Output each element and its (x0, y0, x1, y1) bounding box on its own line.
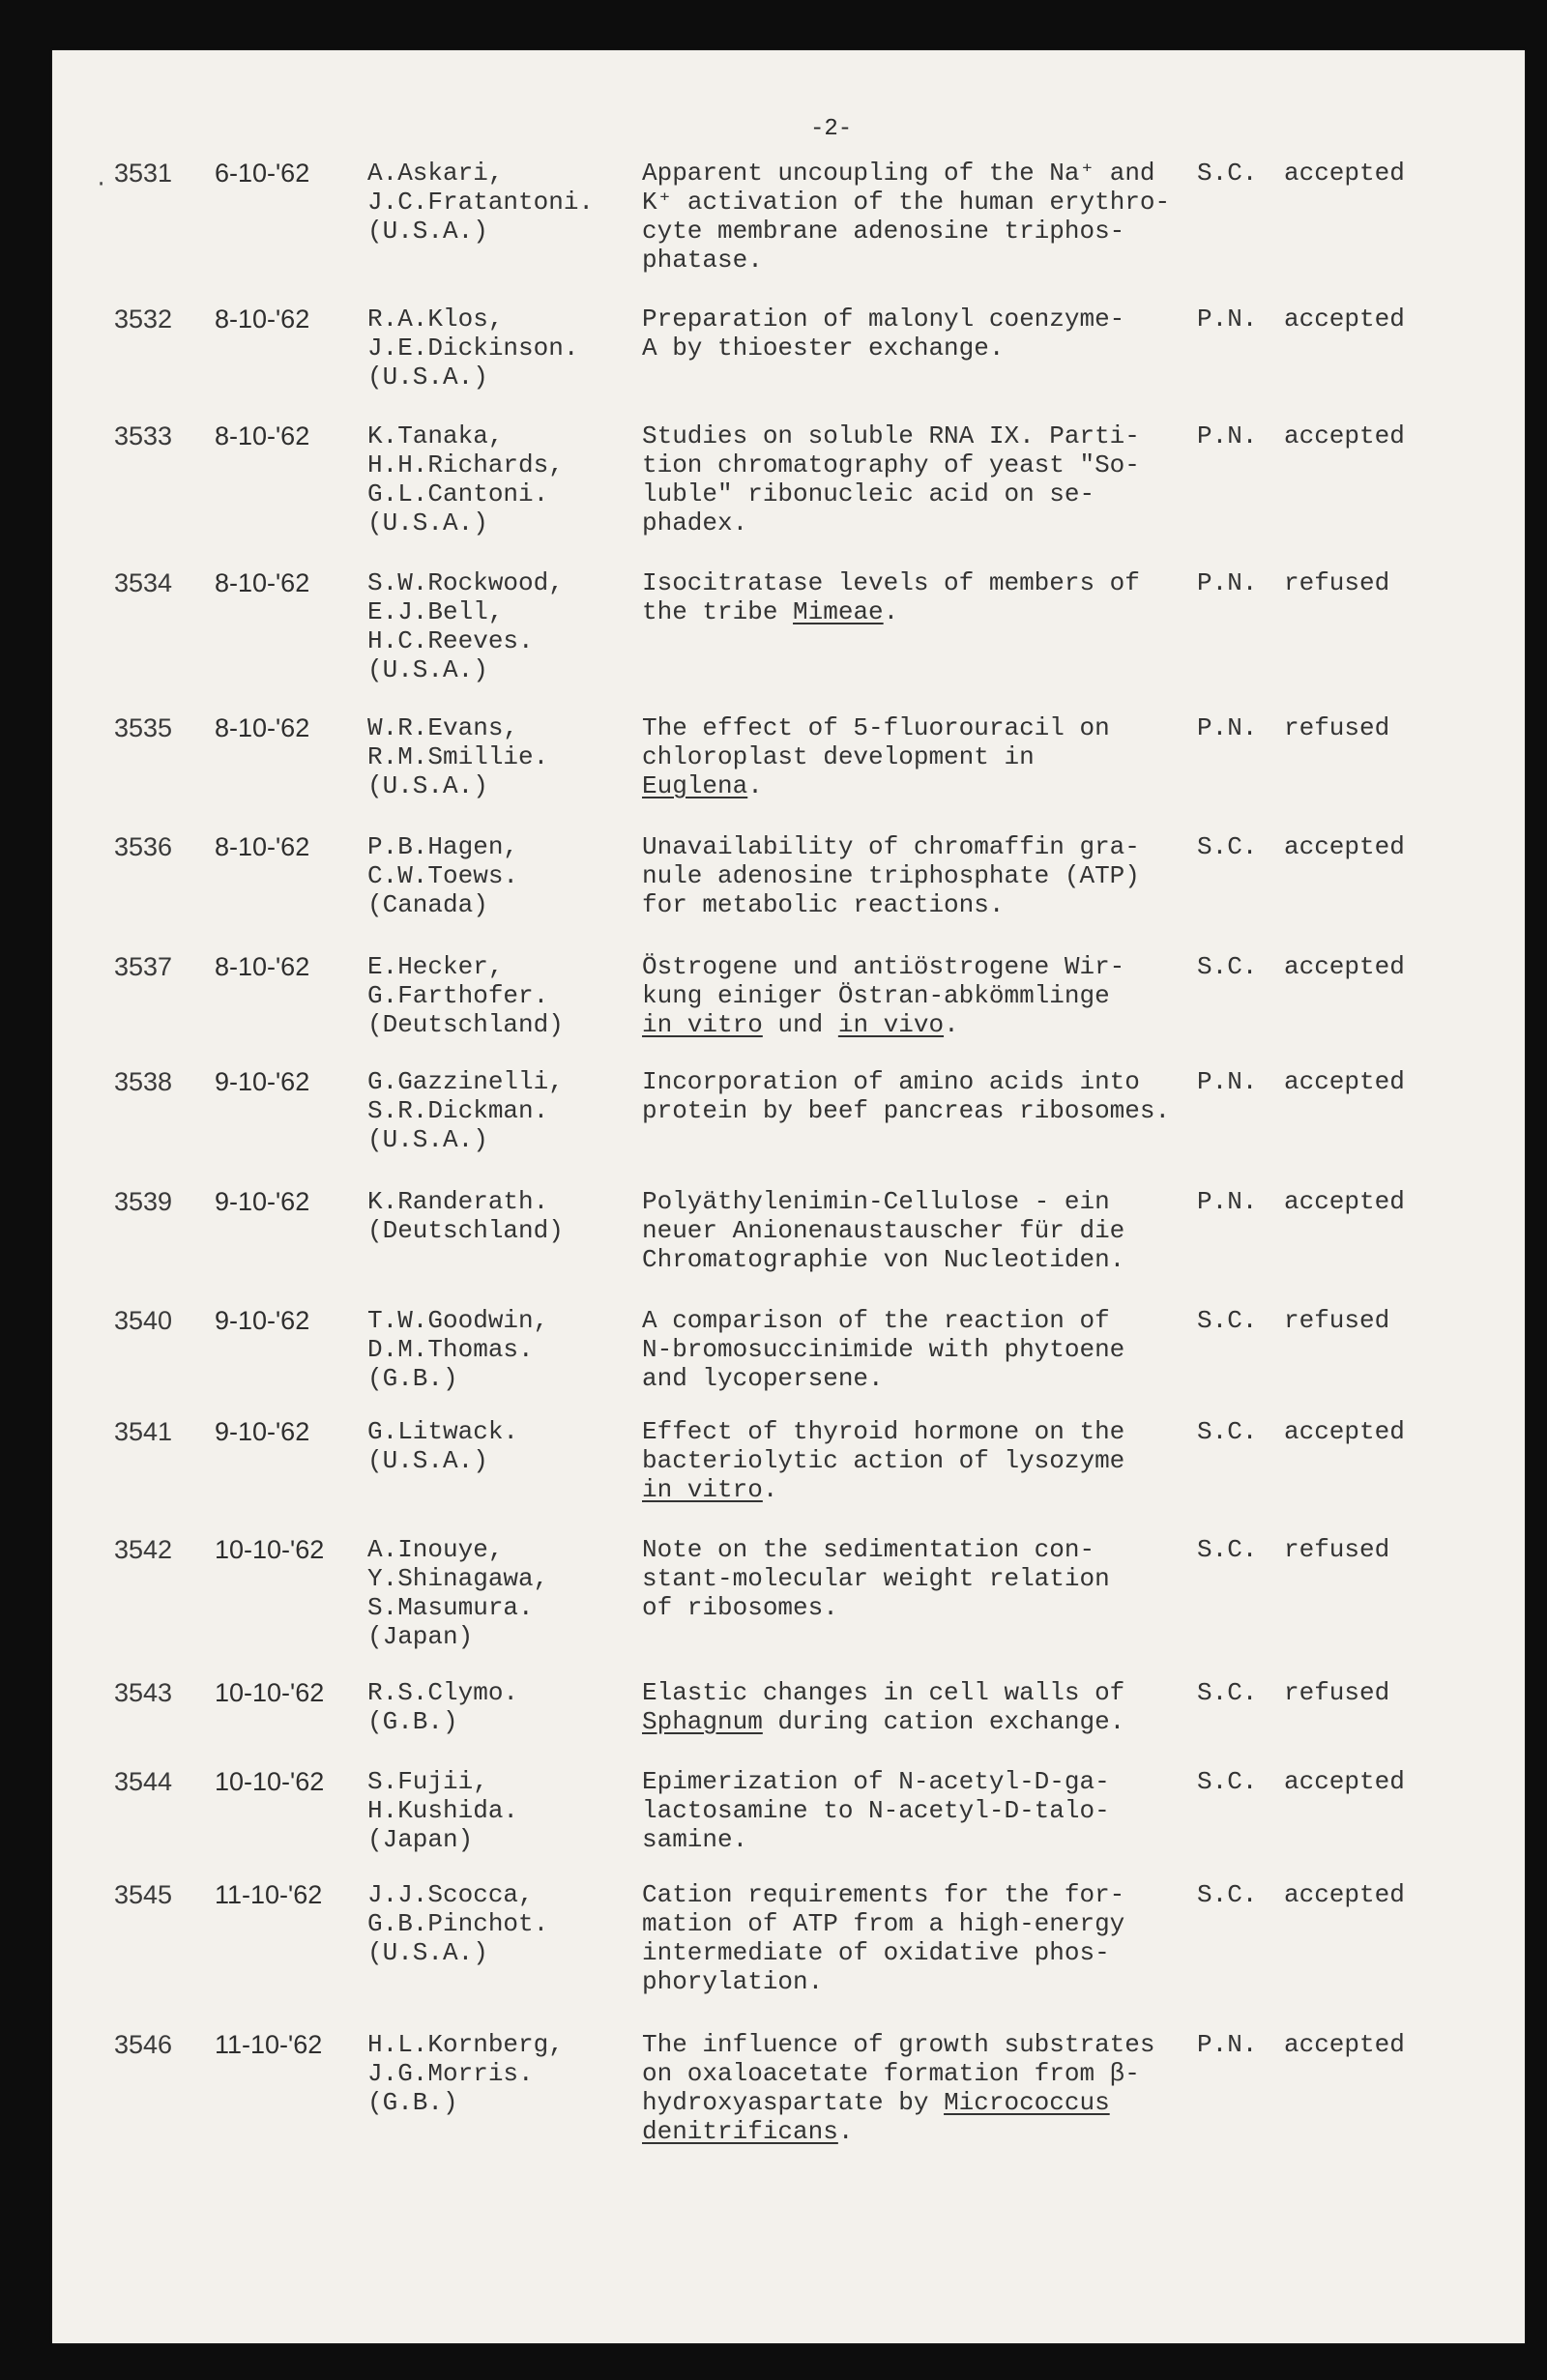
entry-status: accepted (1284, 1417, 1405, 1446)
entry-code: S.C. (1197, 1880, 1258, 1909)
entry-number: 3537 (114, 952, 173, 981)
entry-number: 3544 (114, 1767, 173, 1796)
entry-title (642, 713, 1110, 800)
author-line: R.S.Clymo. (367, 1678, 519, 1707)
entry-authors (367, 1187, 564, 1245)
title-line: in vitro. (642, 1475, 778, 1504)
author-line: Y.Shinagawa, (367, 1564, 549, 1593)
title-line: phatase. (642, 246, 763, 275)
title-line: Studies on soluble RNA IX. Parti- (642, 421, 1140, 450)
title-line: Note on the sedimentation con- (642, 1535, 1095, 1564)
author-line: A.Askari, (367, 159, 504, 188)
author-line: G.B.Pinchot. (367, 1909, 549, 1938)
author-line: (Deutschland) (367, 1216, 564, 1245)
entry-date: 8-10-'62 (215, 713, 310, 742)
entry-date: 8-10-'62 (215, 568, 310, 597)
entry-status: refused (1284, 1306, 1390, 1335)
entry-code: P.N. (1197, 1187, 1258, 1216)
author-line: S.R.Dickman. (367, 1096, 549, 1125)
entry-title (642, 2030, 1155, 2146)
entry-date: 10-10-'62 (215, 1678, 325, 1707)
author-line: S.Fujii, (367, 1767, 488, 1796)
title-line: Preparation of malonyl coenzyme- (642, 305, 1125, 334)
entry-number: 3534 (114, 568, 173, 597)
author-line: (U.S.A.) (367, 655, 488, 684)
title-line: on oxaloacetate formation from β- (642, 2059, 1140, 2088)
entry-date: 9-10-'62 (215, 1067, 310, 1096)
entry-code: S.C. (1197, 952, 1258, 981)
entry-number: 3538 (114, 1067, 173, 1096)
title-line: denitrificans. (642, 2117, 854, 2146)
author-line: W.R.Evans, (367, 713, 519, 742)
entry-title (642, 1306, 1124, 1393)
author-line: (Canada) (367, 890, 488, 919)
entry-code: S.C. (1197, 1535, 1258, 1564)
entry-status: accepted (1284, 305, 1405, 334)
title-line: of ribosomes. (642, 1593, 838, 1622)
author-line: (U.S.A.) (367, 1938, 488, 1967)
author-line: (G.B.) (367, 1364, 458, 1393)
entry-title (642, 832, 1140, 919)
entry-title (642, 1067, 1170, 1125)
title-line: kung einiger Östran-abkömmlinge (642, 981, 1110, 1010)
entry-title (642, 1880, 1124, 1996)
entry-authors (367, 421, 564, 537)
author-line: E.Hecker, (367, 952, 504, 981)
title-line: stant-molecular weight relation (642, 1564, 1110, 1593)
title-line: A by thioester exchange. (642, 334, 1005, 363)
entry-title (642, 421, 1140, 537)
title-line: in vitro und in vivo. (642, 1010, 959, 1039)
entry-status: refused (1284, 713, 1390, 742)
entry-date: 11-10-'62 (215, 1880, 323, 1909)
author-line: (U.S.A.) (367, 508, 488, 537)
entry-authors (367, 2030, 564, 2117)
title-line: nule adenosine triphosphate (ATP) (642, 861, 1140, 890)
entry-authors (367, 1417, 518, 1475)
title-line: mation of ATP from a high-energy (642, 1909, 1125, 1938)
entry-date: 9-10-'62 (215, 1417, 310, 1446)
title-line: Chromatographie von Nucleotiden. (642, 1245, 1125, 1274)
author-line: K.Randerath. (367, 1187, 549, 1216)
entry-title (642, 159, 1170, 275)
title-line: samine. (642, 1825, 748, 1854)
entry-code: P.N. (1197, 421, 1258, 450)
author-line: J.G.Morris. (367, 2059, 534, 2088)
entry-date: 9-10-'62 (215, 1306, 310, 1335)
entry-number: 3541 (114, 1417, 173, 1446)
title-line: chloroplast development in (642, 742, 1035, 771)
title-line: Epimerization of N-acetyl-D-ga- (642, 1767, 1110, 1796)
author-line: S.Masumura. (367, 1593, 534, 1622)
author-line: J.J.Scocca, (367, 1880, 534, 1909)
entry-code: P.N. (1197, 713, 1258, 742)
entry-authors (367, 1067, 564, 1154)
entry-code: S.C. (1197, 1678, 1258, 1707)
entry-title (642, 952, 1124, 1039)
entry-status: refused (1284, 1678, 1390, 1707)
entry-code: S.C. (1197, 159, 1258, 188)
entry-authors (367, 832, 518, 919)
author-line: (U.S.A.) (367, 1125, 488, 1154)
entry-number: 3546 (114, 2030, 173, 2059)
author-line: E.J.Bell, (367, 597, 504, 626)
title-line: Unavailability of chromaffin gra- (642, 832, 1140, 861)
entry-number: 3542 (114, 1535, 173, 1564)
entry-authors (367, 1535, 548, 1651)
entry-number: 3543 (114, 1678, 173, 1707)
title-line: neuer Anionenaustauscher für die (642, 1216, 1125, 1245)
author-line: C.W.Toews. (367, 861, 519, 890)
author-line: (Deutschland) (367, 1010, 564, 1039)
page-number: -2- (810, 116, 853, 142)
entry-number: 3535 (114, 713, 173, 742)
title-line: bacteriolytic action of lysozyme (642, 1446, 1125, 1475)
title-line: Isocitratase levels of members of (642, 568, 1140, 597)
entry-authors (367, 1880, 548, 1967)
entry-date: 11-10-'62 (215, 2030, 323, 2059)
entry-status: refused (1284, 568, 1390, 597)
entry-title (642, 1417, 1124, 1504)
title-line: luble" ribonucleic acid on se- (642, 479, 1095, 508)
title-line: Effect of thyroid hormone on the (642, 1417, 1125, 1446)
title-line: K⁺ activation of the human erythro- (642, 188, 1171, 217)
author-line: G.Farthofer. (367, 981, 549, 1010)
author-line: G.Gazzinelli, (367, 1067, 564, 1096)
title-line: the tribe Mimeae. (642, 597, 899, 626)
author-line: (U.S.A.) (367, 217, 488, 246)
entry-status: accepted (1284, 1067, 1405, 1096)
title-line: Cation requirements for the for- (642, 1880, 1125, 1909)
entry-title (642, 1187, 1124, 1274)
entry-status: accepted (1284, 832, 1405, 861)
margin-dot: · (95, 172, 108, 196)
title-line: protein by beef pancreas ribosomes. (642, 1096, 1171, 1125)
title-line: hydroxyaspartate by Micrococcus (642, 2088, 1110, 2117)
title-line: phadex. (642, 508, 748, 537)
entry-authors (367, 713, 548, 800)
entry-code: P.N. (1197, 2030, 1258, 2059)
entry-date: 8-10-'62 (215, 952, 310, 981)
title-line: Östrogene und antiöstrogene Wir- (642, 952, 1125, 981)
author-line: (Japan) (367, 1622, 474, 1651)
entry-authors (367, 1306, 548, 1393)
author-line: A.Inouye, (367, 1535, 504, 1564)
author-line: (U.S.A.) (367, 771, 488, 800)
author-line: G.L.Cantoni. (367, 479, 549, 508)
entry-code: S.C. (1197, 1306, 1258, 1335)
title-line: The influence of growth substrates (642, 2030, 1155, 2059)
entry-date: 8-10-'62 (215, 421, 310, 450)
title-line: Elastic changes in cell walls of (642, 1678, 1125, 1707)
author-line: H.C.Reeves. (367, 626, 534, 655)
entry-status: accepted (1284, 421, 1405, 450)
title-line: lactosamine to N-acetyl-D-talo- (642, 1796, 1110, 1825)
entry-date: 10-10-'62 (215, 1767, 325, 1796)
author-line: R.A.Klos, (367, 305, 504, 334)
entry-title (642, 1767, 1110, 1854)
author-line: R.M.Smillie. (367, 742, 549, 771)
title-line: Polyäthylenimin-Cellulose - ein (642, 1187, 1110, 1216)
author-line: K.Tanaka, (367, 421, 504, 450)
author-line: S.W.Rockwood, (367, 568, 564, 597)
entry-date: 8-10-'62 (215, 832, 310, 861)
entry-date: 10-10-'62 (215, 1535, 325, 1564)
author-line: (U.S.A.) (367, 363, 488, 392)
entry-status: accepted (1284, 1187, 1405, 1216)
title-line: cyte membrane adenosine triphos- (642, 217, 1125, 246)
entry-code: P.N. (1197, 305, 1258, 334)
author-line: P.B.Hagen, (367, 832, 519, 861)
entry-status: accepted (1284, 1767, 1405, 1796)
entry-date: 9-10-'62 (215, 1187, 310, 1216)
title-line: The effect of 5-fluorouracil on (642, 713, 1110, 742)
title-line: Apparent uncoupling of the Na⁺ and (642, 159, 1155, 188)
title-line: intermediate of oxidative phos- (642, 1938, 1110, 1967)
entry-number: 3539 (114, 1187, 173, 1216)
author-line: J.C.Fratantoni. (367, 188, 595, 217)
entry-title (642, 568, 1140, 626)
author-line: (G.B.) (367, 2088, 458, 2117)
entry-number: 3536 (114, 832, 173, 861)
entry-code: P.N. (1197, 568, 1258, 597)
entry-code: S.C. (1197, 1767, 1258, 1796)
entry-status: accepted (1284, 2030, 1405, 2059)
entry-code: P.N. (1197, 1067, 1258, 1096)
entry-title (642, 305, 1124, 363)
author-line: (U.S.A.) (367, 1446, 488, 1475)
entry-status: accepted (1284, 1880, 1405, 1909)
entry-number: 3540 (114, 1306, 173, 1335)
author-line: J.E.Dickinson. (367, 334, 579, 363)
author-line: (G.B.) (367, 1707, 458, 1736)
entry-title (642, 1678, 1124, 1736)
title-line: phorylation. (642, 1967, 824, 1996)
entry-code: S.C. (1197, 1417, 1258, 1446)
entry-date: 6-10-'62 (215, 159, 310, 188)
entry-number: 3533 (114, 421, 173, 450)
entry-authors (367, 1678, 518, 1736)
author-line: H.L.Kornberg, (367, 2030, 564, 2059)
entry-number: 3532 (114, 305, 173, 334)
author-line: G.Litwack. (367, 1417, 519, 1446)
entry-authors (367, 1767, 518, 1854)
entry-title (642, 1535, 1110, 1622)
entry-authors (367, 305, 578, 392)
title-line: for metabolic reactions. (642, 890, 1005, 919)
entry-number: 3545 (114, 1880, 173, 1909)
entry-authors (367, 568, 564, 684)
author-line: T.W.Goodwin, (367, 1306, 549, 1335)
entry-authors (367, 159, 594, 246)
title-line: Incorporation of amino acids into (642, 1067, 1140, 1096)
title-line: Euglena. (642, 771, 763, 800)
entry-authors (367, 952, 564, 1039)
title-line: A comparison of the reaction of (642, 1306, 1110, 1335)
entry-status: refused (1284, 1535, 1390, 1564)
entry-number: 3531 (114, 159, 173, 188)
entry-date: 8-10-'62 (215, 305, 310, 334)
author-line: H.H.Richards, (367, 450, 564, 479)
title-line: N-bromosuccinimide with phytoene (642, 1335, 1125, 1364)
author-line: D.M.Thomas. (367, 1335, 534, 1364)
title-line: tion chromatography of yeast "So- (642, 450, 1140, 479)
title-line: and lycopersene. (642, 1364, 884, 1393)
entry-status: accepted (1284, 159, 1405, 188)
author-line: H.Kushida. (367, 1796, 519, 1825)
author-line: (Japan) (367, 1825, 474, 1854)
entry-status: accepted (1284, 952, 1405, 981)
entry-code: S.C. (1197, 832, 1258, 861)
title-line: Sphagnum during cation exchange. (642, 1707, 1125, 1736)
